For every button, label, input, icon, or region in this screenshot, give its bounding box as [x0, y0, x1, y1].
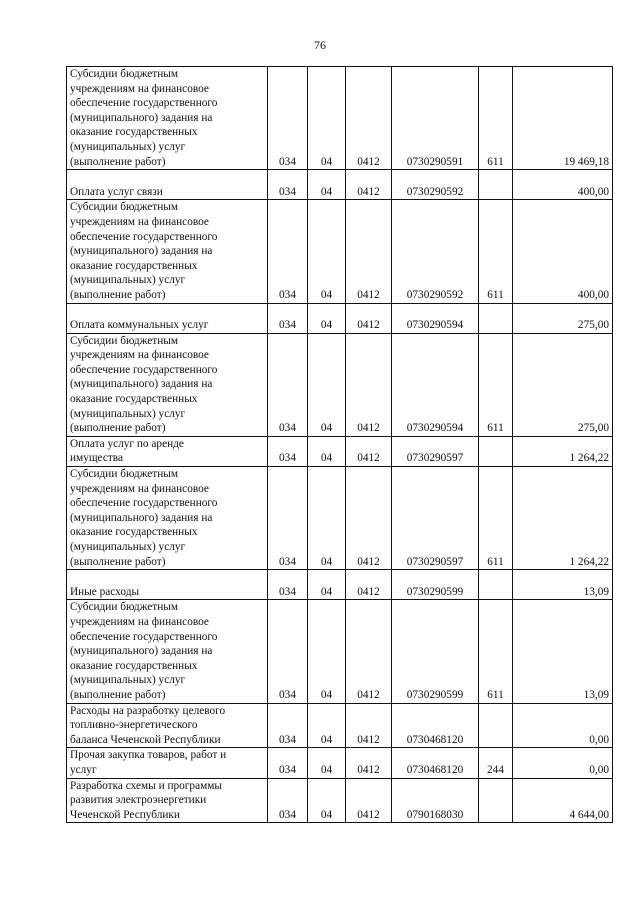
subsection-code: 0412: [346, 600, 392, 703]
ministry-code: 034: [268, 303, 308, 333]
row-name-line: баланса Чеченской Республики: [70, 733, 221, 746]
row-name-line: Субсидии бюджетным: [70, 334, 178, 347]
row-name-line: Оплата услуг по аренде: [70, 437, 184, 450]
row-name-line: Субсидии бюджетным: [70, 601, 178, 614]
row-name-line: Оплата услуг связи: [70, 185, 163, 198]
spacer: [70, 304, 264, 319]
row-name: [67, 67, 268, 170]
table-row: [67, 778, 613, 823]
ministry-code: 034: [268, 467, 308, 570]
expense-type-code: 611: [479, 600, 513, 703]
table-row: [67, 333, 613, 436]
amount: 400,00: [513, 200, 613, 303]
ministry-code: 034: [268, 703, 308, 748]
subsection-code: 0412: [346, 703, 392, 748]
row-name-line: учреждениям на финансовое: [70, 615, 209, 628]
subsection-code: 0412: [346, 467, 392, 570]
subsection-code: 0412: [346, 436, 392, 466]
row-name: [67, 778, 268, 823]
row-name-line: (муниципальных) услуг: [70, 541, 186, 553]
row-name-line: (муниципальных) услуг: [70, 274, 186, 287]
section-code: 04: [308, 303, 346, 333]
row-name-line: обеспечение государственного: [70, 363, 218, 376]
target-article-code: 0730290592: [392, 200, 479, 303]
section-code: 04: [308, 778, 346, 823]
target-article-code: 0730290591: [392, 67, 479, 170]
target-article-code: 0730290597: [392, 436, 479, 466]
row-name: [67, 170, 268, 200]
expense-type-code: 611: [479, 200, 513, 303]
subsection-code: 0412: [346, 303, 392, 333]
table-row: [67, 703, 613, 748]
amount: 1 264,22: [513, 436, 613, 466]
table-row: [67, 748, 613, 778]
row-name-line: учреждениям на финансовое: [70, 349, 209, 362]
row-name-line: учреждениям на финансовое: [70, 215, 209, 228]
row-name-line: обеспечение государственного: [70, 630, 218, 643]
expense-type-code: [479, 570, 513, 600]
subsection-code: 0412: [346, 200, 392, 303]
row-name: [67, 467, 268, 570]
subsection-code: 0412: [346, 170, 392, 200]
row-name: [67, 436, 268, 466]
row-name-line: оказание государственных: [70, 526, 198, 539]
target-article-code: 0730290599: [392, 600, 479, 703]
page-number: 76: [314, 38, 326, 52]
row-name-line: (муниципальных) услуг: [70, 674, 186, 687]
expense-type-code: 611: [479, 67, 513, 170]
target-article-code: 0730290594: [392, 303, 479, 333]
row-name-line: услуг: [70, 763, 97, 776]
target-article-code: 0790168030: [392, 778, 479, 823]
row-name-line: (муниципального) задания на: [70, 378, 213, 391]
section-code: 04: [308, 748, 346, 778]
target-article-code: 0730290599: [392, 570, 479, 600]
row-name: [67, 748, 268, 778]
expense-type-code: [479, 436, 513, 466]
subsection-code: 0412: [346, 778, 392, 823]
ministry-code: 034: [268, 570, 308, 600]
row-name-line: (муниципального) задания на: [70, 111, 213, 124]
row-name-line: (выполнение работ): [70, 555, 166, 568]
amount: 1 264,22: [513, 467, 613, 570]
amount: 0,00: [513, 748, 613, 778]
section-code: 04: [308, 467, 346, 570]
row-name-line: Прочая закупка товаров, работ и: [70, 749, 227, 762]
row-name-line: учреждениям на финансовое: [70, 482, 209, 495]
row-name-line: оказание государственных: [70, 393, 198, 406]
ministry-code: 034: [268, 170, 308, 200]
row-name: [67, 600, 268, 703]
table-row: [67, 170, 613, 200]
amount: 13,09: [513, 600, 613, 703]
section-code: 04: [308, 170, 346, 200]
expense-type-code: [479, 303, 513, 333]
table-row: [67, 303, 613, 333]
table-row: [67, 67, 613, 170]
row-name-line: имущества: [70, 452, 123, 465]
row-name: [67, 200, 268, 303]
subsection-code: 0412: [346, 67, 392, 170]
row-name-line: развития электроэнергетики: [70, 794, 207, 807]
row-name-line: Субсидии бюджетным: [70, 68, 178, 80]
expense-type-code: [479, 778, 513, 823]
amount: 400,00: [513, 170, 613, 200]
row-name-line: Расходы на разработку целевого: [70, 704, 226, 717]
row-name: [67, 303, 268, 333]
target-article-code: 0730468120: [392, 748, 479, 778]
expense-type-code: 611: [479, 467, 513, 570]
target-article-code: 0730468120: [392, 703, 479, 748]
ministry-code: 034: [268, 200, 308, 303]
spacer: [70, 170, 264, 185]
row-name-line: Чеченской Республики: [70, 808, 180, 821]
amount: 4 644,00: [513, 778, 613, 823]
table-row: [67, 200, 613, 303]
amount: 0,00: [513, 703, 613, 748]
amount: 13,09: [513, 570, 613, 600]
budget-table: [66, 66, 613, 823]
table-row: [67, 600, 613, 703]
amount: 275,00: [513, 303, 613, 333]
amount: 19 469,18: [513, 67, 613, 170]
row-name-line: оказание государственных: [70, 259, 198, 272]
expense-type-code: [479, 170, 513, 200]
row-name-line: Иные расходы: [70, 585, 140, 598]
section-code: 04: [308, 67, 346, 170]
section-code: 04: [308, 703, 346, 748]
row-name-line: (муниципального) задания на: [70, 511, 213, 524]
row-name-line: Разработка схемы и программы: [70, 779, 222, 792]
section-code: 04: [308, 200, 346, 303]
ministry-code: 034: [268, 748, 308, 778]
row-name-line: Субсидии бюджетным: [70, 201, 178, 214]
table-row: [67, 467, 613, 570]
target-article-code: 0730290592: [392, 170, 479, 200]
section-code: 04: [308, 600, 346, 703]
row-name-line: Оплата коммунальных услуг: [70, 319, 209, 332]
row-name-line: (муниципальных) услуг: [70, 140, 186, 153]
row-name-line: (выполнение работ): [70, 155, 166, 168]
row-name-line: Субсидии бюджетным: [70, 468, 178, 481]
expense-type-code: [479, 703, 513, 748]
ministry-code: 034: [268, 436, 308, 466]
subsection-code: 0412: [346, 570, 392, 600]
table-row: [67, 570, 613, 600]
expense-type-code: 244: [479, 748, 513, 778]
ministry-code: 034: [268, 67, 308, 170]
table-row: [67, 436, 613, 466]
row-name-line: обеспечение государственного: [70, 497, 218, 510]
subsection-code: 0412: [346, 333, 392, 436]
row-name-line: (выполнение работ): [70, 288, 166, 301]
row-name-line: (муниципального) задания на: [70, 245, 213, 258]
section-code: 04: [308, 333, 346, 436]
row-name-line: топливно-энергетического: [70, 719, 198, 732]
row-name-line: (муниципальных) услуг: [70, 407, 186, 420]
row-name-line: (выполнение работ): [70, 688, 166, 701]
subsection-code: 0412: [346, 748, 392, 778]
row-name: [67, 333, 268, 436]
ministry-code: 034: [268, 600, 308, 703]
expense-type-code: 611: [479, 333, 513, 436]
target-article-code: 0730290594: [392, 333, 479, 436]
row-name-line: обеспечение государственного: [70, 230, 218, 243]
row-name-line: учреждениям на финансовое: [70, 82, 209, 95]
ministry-code: 034: [268, 333, 308, 436]
row-name-line: оказание государственных: [70, 126, 198, 139]
section-code: 04: [308, 436, 346, 466]
row-name-line: (выполнение работ): [70, 422, 166, 435]
row-name-line: (муниципального) задания на: [70, 645, 213, 658]
row-name: [67, 570, 268, 600]
spacer: [70, 570, 264, 585]
target-article-code: 0730290597: [392, 467, 479, 570]
row-name-line: обеспечение государственного: [70, 97, 218, 110]
row-name: [67, 703, 268, 748]
section-code: 04: [308, 570, 346, 600]
amount: 275,00: [513, 333, 613, 436]
row-name-line: оказание государственных: [70, 659, 198, 672]
ministry-code: 034: [268, 778, 308, 823]
